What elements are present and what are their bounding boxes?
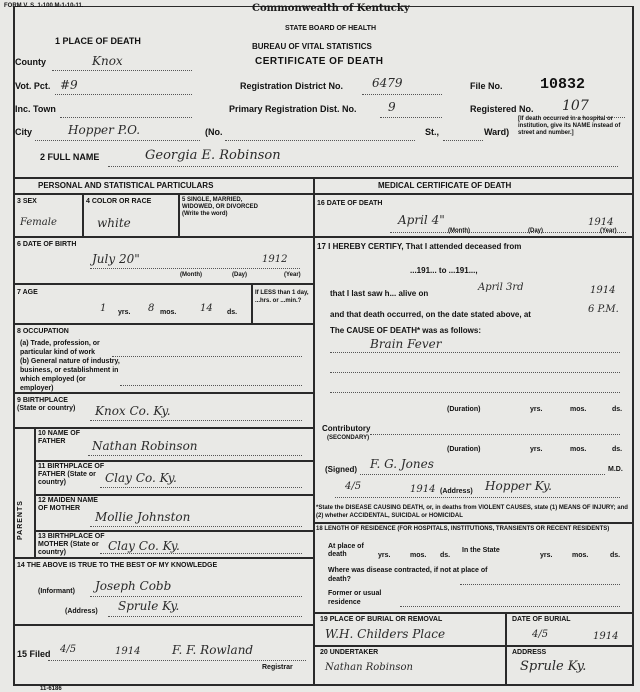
from-to-label: ...191... to ...191..., [410,266,478,275]
cause-value: Brain Fever [370,337,442,351]
mother-name-label: 12 MAIDEN NAME OF MOTHER [38,497,98,512]
certificate-title: CERTIFICATE OF DEATH [255,56,384,67]
death-time: 6 P.M. [588,304,619,315]
informant-value: Joseph Cobb [95,579,172,593]
informant-address-label: (Address) [65,608,98,615]
cause-footnote: *State the DISEASE CAUSING DEATH, or, in deaths from VIOLENT CAUSES, state (1) MEANS OF INJURY; and (2) whether ACCIDENTAL, SUICIDAL or HOMICIDAL [316,505,628,519]
vot-pct-value: #9 [60,78,78,92]
month-label: (Month) [180,272,202,278]
filed-date: 4/5 [60,644,77,655]
contributory-label: Contributory [322,424,371,433]
file-number-value: 10832 [540,76,586,93]
registered-number-label: Registered No. [470,104,534,114]
signed-label: (Signed) [325,465,357,474]
duration-label-1: (Duration) [447,406,481,413]
less-than-day-label: If LESS than 1 day, ...hrs. or ...min.? [255,290,309,304]
duration-yrs-1: yrs. [530,406,543,413]
signed-year: 1914 [410,484,436,495]
death-occurred-label: and that death occurred, on the date stated above, at [330,310,531,319]
undertaker-value: Nathan Robinson [325,662,413,673]
mos-label: mos. [160,309,177,316]
right-border [632,6,634,686]
st-label: St., [425,127,440,137]
informant-label: (Informant) [38,588,75,595]
duration-label-2: (Duration) [447,446,481,453]
informant-address-value: Sprule Ky. [118,599,180,613]
death-day-label: (Day) [528,228,544,234]
age-days: 14 [200,303,213,314]
in-state-ds: ds. [610,552,621,559]
at-place-ds: ds. [440,552,451,559]
sex-value: Female [20,217,57,228]
mother-birthplace-label: 13 BIRTHPLACE OF MOTHER (State or country) [38,533,105,556]
inc-town-label: Inc. Town [15,104,56,114]
city-value: Hopper P.O. [68,123,141,137]
color-value: white [97,216,131,230]
vot-pct-label: Vot. Pct. [15,81,51,91]
in-state-label: In the State [462,547,500,554]
burial-place-value: W.H. Childers Place [325,627,446,641]
bottom-border [14,684,634,686]
last-saw-label: that I last saw h... alive on [330,289,429,298]
dob-value: July 20" [92,252,140,266]
in-state-mos: mos. [572,552,589,559]
last-saw-value: April 3rd [478,282,524,293]
occupation-label: 8 OCCUPATION [17,328,69,335]
bureau-name: BUREAU OF VITAL STATISTICS [252,42,372,51]
board-name: STATE BOARD OF HEALTH [285,25,376,32]
in-state-yrs: yrs. [540,552,553,559]
dob-label: 6 DATE OF BIRTH [17,241,77,248]
death-year-label: (Year) [600,228,617,234]
at-place-label: At place of death [328,543,364,558]
signed-value: F. G. Jones [370,457,434,471]
father-birthplace-value: Clay Co. Ky. [105,471,177,485]
birthplace-label: 9 BIRTHPLACE (State or country) [17,397,76,412]
age-years: 1 [100,303,107,314]
date-of-death-value: April 4" [398,213,445,227]
bottom-code: 11-6186 [40,686,62,692]
disease-contracted-label: Where was disease contracted, if not at place of death? [328,567,488,583]
ward-label: Ward) [484,127,510,137]
date-of-death-label: 16 DATE OF DEATH [317,200,383,207]
former-residence-label: Former or usual residence [328,590,382,606]
burial-place-label: 19 PLACE OF BURIAL OR REMOVAL [320,616,443,623]
mother-birthplace-value: Clay Co. Ky. [108,539,180,553]
medical-heading: MEDICAL CERTIFICATE OF DEATH [378,181,512,190]
day-label: (Day) [232,272,248,278]
registered-number-value: 107 [562,98,589,114]
parents-label: PARENTS [17,500,24,540]
birthplace-value: Knox Co. Ky. [95,404,171,418]
county-label: County [15,57,46,67]
last-saw-year: 1914 [590,285,616,296]
undertaker-address-label: ADDRESS [512,649,547,656]
yrs-label: yrs. [118,309,131,316]
occupation-b-label: (b) General nature of industry, business, or establishment in which employed (or employer) [20,358,120,392]
age-months: 8 [148,303,155,314]
commonwealth-title: Commonwealth of Kentucky [252,3,410,14]
full-name-label: 2 FULL NAME [40,152,100,162]
mother-name-value: Mollie Johnston [95,510,191,524]
duration-mos-1: mos. [570,406,587,413]
death-month-label: (Month) [448,228,470,234]
county-value: Knox [92,54,123,68]
secondary-label: (SECONDARY) [327,435,370,441]
burial-date-label: DATE OF BURIAL [512,616,571,623]
registrar-value: F. F. Rowland [172,643,254,657]
personal-heading: PERSONAL AND STATISTICAL PARTICULARS [38,181,214,190]
father-birthplace-label: 11 BIRTHPLACE OF FATHER (State or country) [38,463,105,486]
at-place-yrs: yrs. [378,552,391,559]
filed-year: 1914 [115,646,141,657]
burial-date-value: 4/5 [532,629,549,640]
residence-label: 18 LENGTH OF RESIDENCE (FOR HOSPITALS, INSTITUTIONS, TRANSIENTS OR RECENT RESIDENTS) [316,526,610,532]
center-divider [313,177,315,684]
signed-address-label: (Address) [440,488,473,495]
date-of-death-year: 1914 [588,217,614,228]
ds-label: ds. [227,309,238,316]
duration-yrs-2: yrs. [530,446,543,453]
dob-year: 1912 [262,254,288,265]
father-name-label: 10 NAME OF FATHER [38,430,81,445]
father-name-value: Nathan Robinson [92,439,198,453]
year-label: (Year) [284,272,301,278]
registration-district-value: 6479 [372,76,403,90]
certify-label: 17 I HEREBY CERTIFY, That I attended deceased from [317,242,522,251]
place-of-death-heading: 1 PLACE OF DEATH [55,36,141,46]
primary-registration-label: Primary Registration Dist. No. [229,104,357,114]
filed-label: 15 Filed [17,649,51,659]
duration-mos-2: mos. [570,446,587,453]
undertaker-address-value: Sprule Ky. [520,659,587,674]
duration-ds-1: ds. [612,406,623,413]
burial-year: 1914 [593,631,619,642]
occupation-a-label: (a) Trade, profession, or particular kind of work [20,340,100,356]
cause-label: The CAUSE OF DEATH* was as follows: [330,326,481,335]
registrar-label: Registrar [262,664,293,671]
signed-date: 4/5 [345,481,362,492]
undertaker-label: 20 UNDERTAKER [320,649,379,656]
color-label: 4 COLOR OR RACE [86,198,152,205]
full-name-value: Georgia E. Robinson [145,148,281,163]
at-place-mos: mos. [410,552,427,559]
no-label: (No. [205,127,223,137]
sex-label: 3 SEX [17,198,37,205]
md-label: M.D. [608,466,623,473]
informant-heading: 14 THE ABOVE IS TRUE TO THE BEST OF MY KNOWLEDGE [17,562,218,569]
duration-ds-2: ds. [612,446,623,453]
registration-district-label: Registration District No. [240,81,344,91]
form-number: FORM V. S. 1-100 M-1-10-11. [4,3,84,9]
primary-registration-value: 9 [388,100,396,114]
age-label: 7 AGE [17,289,38,296]
file-number-label: File No. [470,81,503,91]
marital-label: 5 SINGLE, MARRIED, WIDOWED, OR DIVORCED (Write the word) [182,197,258,217]
hospital-note: [If death occurred in a hospital or institution, give its NAME instead of street and number.] [518,116,621,136]
city-label: City [15,127,33,137]
signed-address-value: Hopper Ky. [485,479,552,493]
